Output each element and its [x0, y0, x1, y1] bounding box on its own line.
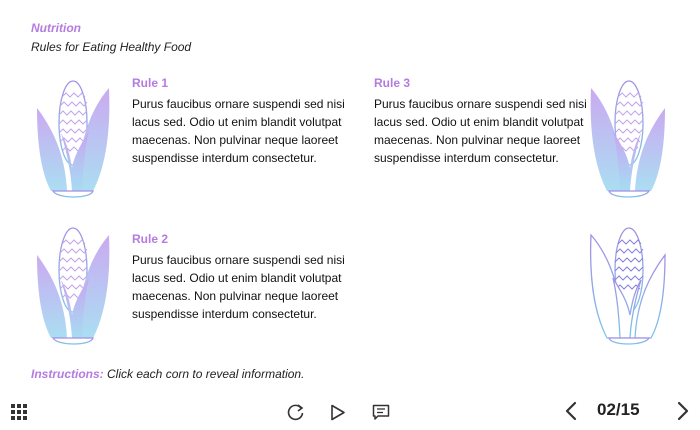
corn-icon: [585, 73, 675, 203]
transcript-button[interactable]: [371, 402, 391, 422]
play-icon: [330, 404, 346, 421]
instructions: [31, 367, 304, 381]
next-page-button[interactable]: [672, 400, 694, 422]
replay-button[interactable]: [286, 402, 306, 422]
rule-2-text: Purus faucibus ornare suspendi sed nisi lacus sed. Odio ut enim blandit volutpat maecenas. Non pulvinar neque laoreet suspendisse interdum consectetur.: [132, 253, 345, 321]
corn-icon: [27, 220, 117, 350]
corn-rule-2[interactable]: [27, 220, 117, 350]
rule-2-title: Rule 2: [132, 232, 169, 246]
rule-3-title: Rule 3: [374, 76, 411, 90]
replay-icon: [287, 403, 305, 421]
play-button[interactable]: [328, 402, 348, 422]
chevron-right-icon: [677, 401, 689, 421]
corn-icon: [27, 73, 117, 203]
previous-page-button[interactable]: [560, 400, 582, 422]
chevron-left-icon: [565, 401, 577, 421]
rule-1-text: Purus faucibus ornare suspendi sed nisi lacus sed. Odio ut enim blandit volutpat maecenas. Non pulvinar neque laoreet suspendisse interdum consectetur.: [132, 97, 345, 165]
rule-1-title: Rule 1: [132, 76, 169, 90]
corn-rule-4[interactable]: [585, 220, 675, 350]
corn-rule-3[interactable]: [585, 73, 675, 203]
page-counter: 02/15: [597, 400, 640, 419]
rule-3-text: Purus faucibus ornare suspendi sed nisi lacus sed. Odio ut enim blandit volutpat maecenas. Non pulvinar neque laoreet suspendisse interdum consectetur.: [374, 97, 587, 165]
corn-rule-1[interactable]: [27, 73, 117, 203]
corn-icon: [585, 220, 675, 350]
instructions-text: Click each corn to reveal information.: [103, 367, 305, 381]
page-title: Rules for Eating Healthy Food: [31, 40, 192, 54]
grid-icon: [11, 404, 28, 421]
instructions-label: Instructions:: [31, 367, 104, 381]
chat-icon: [372, 404, 390, 421]
course-category: Nutrition: [31, 21, 81, 35]
menu-grid-button[interactable]: [10, 403, 28, 421]
